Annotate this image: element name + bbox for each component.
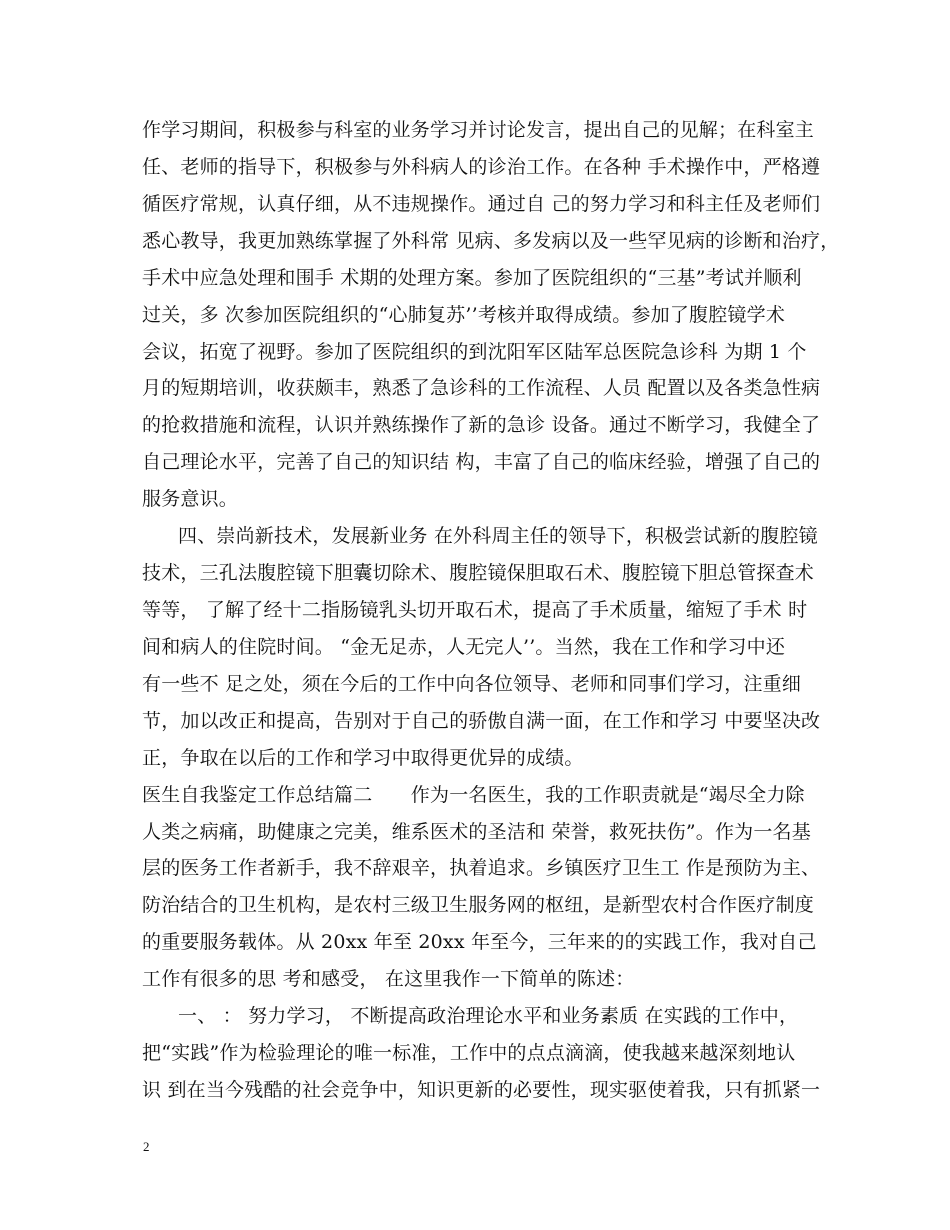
text-line: 层的医务工作者新手，我不辞艰辛，执着追求。乡镇医疗卫生工 作是预防为主、 — [142, 857, 821, 879]
section-heading-line: 医生自我鉴定工作总结篇二 作为一名医生，我的工作职责就是“竭尽全力除 — [142, 784, 805, 806]
text-line: 作学习期间，积极参与科室的业务学习并讨论发言，提出自己的见解；在科室主 — [142, 119, 815, 141]
text-line: 技术，三孔法腹腔镜下胆囊切除术、腹腔镜保胆取石术、腹腔镜下胆总管探查术 — [142, 562, 815, 584]
page-number: 2 — [143, 1139, 150, 1154]
text-line: 工作有很多的思 考和感受， 在这里我作一下简单的陈述： — [142, 968, 635, 990]
text-line: 有一些不 足之处，须在今后的工作中向各位领导、老师和同事们学习，注重细 — [142, 673, 802, 695]
text-line: 节，加以改正和提高，告别对于自己的骄傲自满一面，在工作和学习 中要坚决改 — [142, 710, 821, 732]
text-line: 自己理论水平，完善了自己的知识结 构，丰富了自己的临床经验，增强了自己的 — [142, 451, 821, 473]
text-line: 防治结合的卫生机构，是农村三级卫生服务网的枢纽，是新型农村合作医疗制度 — [142, 894, 815, 916]
text-line: 正，争取在以后的工作和学习中取得更优异的成绩。 — [142, 747, 584, 769]
text-line: 把“实践”作为检验理论的唯一标准，工作中的点点滴滴，使我越来越深刻地认 — [142, 1042, 796, 1064]
paragraph-start-line: 四、崇尚新技术，发展新业务 在外科周主任的领导下，积极尝试新的腹腔镜 — [178, 525, 818, 547]
text-line: 手术中应急处理和围手 术期的处理方案。参加了医院组织的“三基”考试并顺利 — [142, 267, 802, 289]
text-line: 识 到在当今残酷的社会竞争中，知识更新的必要性，现实驱使着我，只有抓紧一 — [142, 1079, 821, 1101]
text-line: 人类之病痛，助健康之完美，维系医术的圣洁和 荣誉，救死扶伤”。作为一名基 — [142, 821, 811, 843]
text-line: 月的短期培训，收获颇丰，熟悉了急诊科的工作流程、人员 配置以及各类急性病 — [142, 377, 821, 399]
text-line: 间和病人的住院时间。 “金无足赤，人无完人’’。当然，我在工作和学习中还 — [142, 636, 786, 658]
paragraph-start-line: 一、 ： 努力学习， 不断提高政治理论水平和业务素质 在实践的工作中， — [178, 1005, 799, 1027]
text-line: 任、老师的指导下，积极参与外科病人的诊治工作。在各种 手术操作中，严格遵 — [142, 156, 821, 178]
text-line: 等等， 了解了经十二指肠镜乳头切开取石术，提高了手术质量，缩短了手术 时 — [142, 599, 808, 621]
text-line: 的抢救措施和流程，认识并熟练操作了新的急诊 设备。通过不断学习，我健全了 — [142, 414, 821, 436]
text-line: 过关，多 次参加医院组织的“心肺复苏’’考核并取得成绩。参加了腹腔镜学术 — [142, 304, 786, 326]
text-line: 服务意识。 — [142, 488, 239, 510]
text-line: 会议，拓宽了视野。参加了医院组织的到沈阳军区陆军总医院急诊科 为期 1 个 — [142, 341, 807, 363]
text-line: 的重要服务载体。从 20xx 年至 20xx 年至今，三年来的的实践工作，我对自己 — [142, 931, 817, 953]
text-line: 悉心教导，我更加熟练掌握了外科常 见病、多发病以及一些罕见病的诊断和治疗， — [142, 230, 840, 252]
text-line: 循医疗常规，认真仔细，从不违规操作。通过自 己的努力学习和科主任及老师们 — [142, 193, 821, 215]
